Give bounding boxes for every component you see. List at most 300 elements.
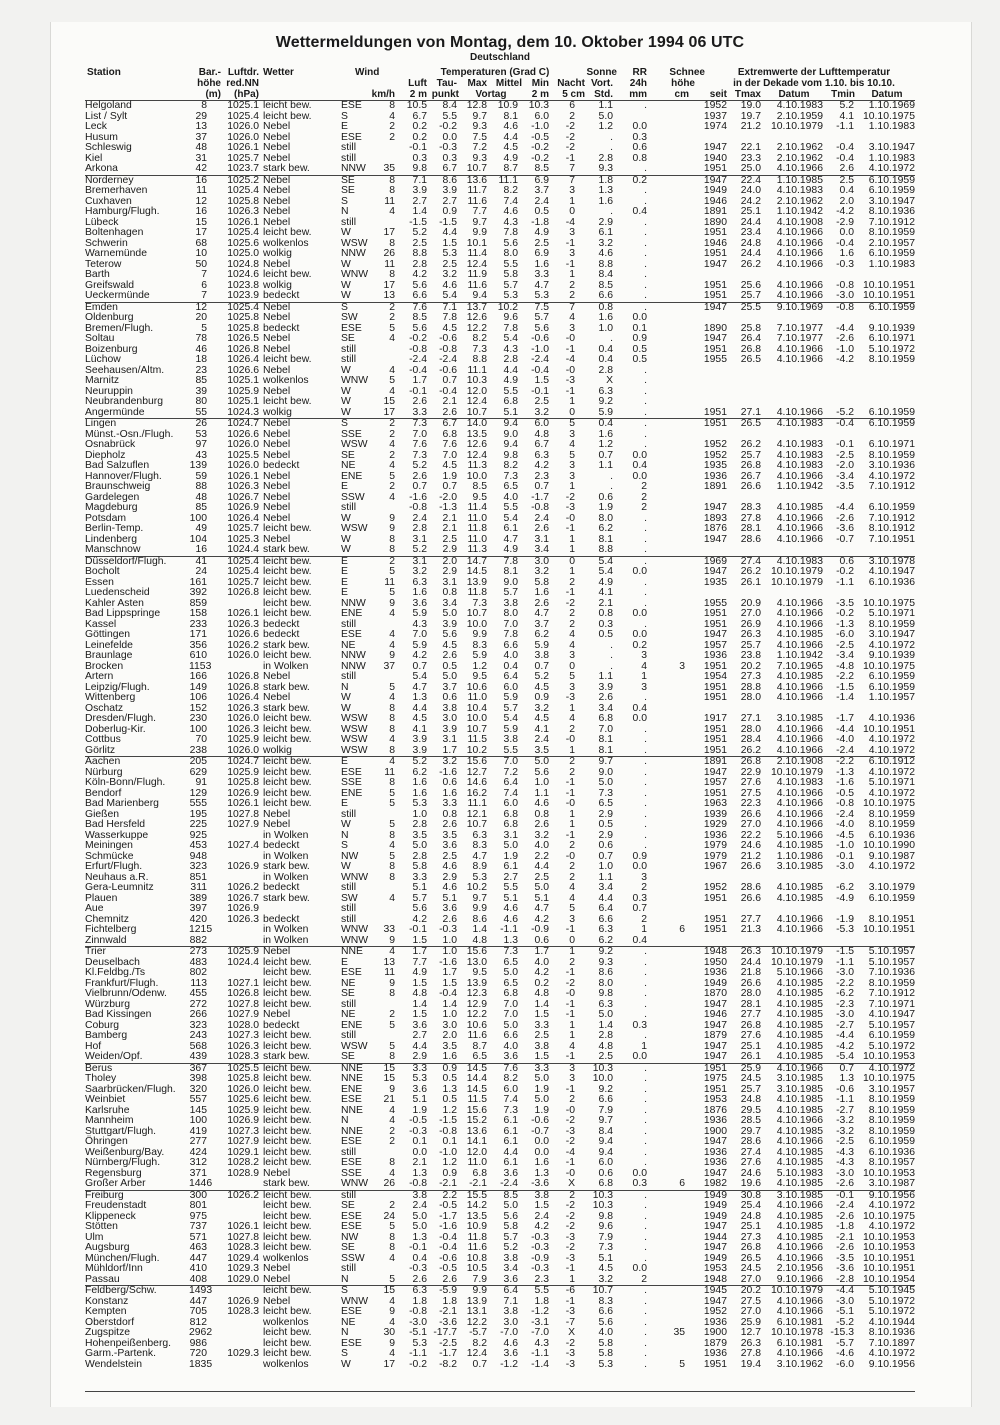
- cell-wind-richtung: W: [341, 258, 351, 270]
- cell-mittel-vortag: 4.5: [503, 142, 518, 153]
- cell-nacht-5cm: 0: [569, 660, 575, 672]
- cell-nacht-5cm: -2: [565, 1337, 575, 1349]
- cell-max-vortag: 13.5: [466, 1210, 487, 1222]
- cell-tmax-datum: 4.10.1985: [776, 1009, 823, 1020]
- cell-luft-2m: 3.5: [412, 829, 427, 841]
- cell-taupunkt: -3.6: [439, 1316, 457, 1328]
- cell-luftdruck: 1026.0: [227, 744, 259, 756]
- cell-wetter: Nebel: [263, 301, 291, 313]
- cell-station: Leinefelde: [85, 639, 133, 651]
- cell-nacht-5cm: -0: [565, 798, 575, 809]
- cell-mittel-vortag: 4.6: [503, 1337, 518, 1349]
- header-luftdr-1: Luftdr.: [227, 67, 259, 78]
- cell-luftdruck: 1029.1: [227, 1146, 259, 1158]
- table-row: [85, 894, 915, 905]
- cell-barhoehe: 439: [189, 1051, 207, 1062]
- cell-barhoehe: 7: [201, 290, 207, 301]
- cell-min-vortag: 2.5: [534, 237, 549, 249]
- cell-sonne: 8.0: [598, 977, 613, 989]
- cell-mittel-vortag: 5.9: [503, 723, 518, 735]
- cell-sonne: 5.9: [598, 406, 613, 418]
- cell-min-vortag: 2.5: [534, 396, 549, 407]
- cell-luftdruck: 1028.9: [227, 1167, 259, 1179]
- cell-luft-2m: 1.3: [412, 692, 427, 703]
- cell-wetter: in Wolken: [263, 924, 309, 935]
- cell-taupunkt: 2.5: [442, 533, 457, 545]
- cell-mittel-vortag: 7.3: [503, 1104, 518, 1116]
- cell-wind-richtung: E: [341, 956, 348, 968]
- cell-tmax-datum: 4.10.1966: [776, 163, 823, 174]
- cell-tmax-datum: 4.10.1985: [776, 1030, 823, 1041]
- cell-seit: 1947: [703, 1051, 727, 1062]
- cell-tmin-datum: 3.10.1947: [868, 195, 915, 207]
- cell-wind-richtung: WNW: [341, 934, 369, 946]
- cell-barhoehe: 555: [189, 798, 207, 809]
- cell-nacht-5cm: -1: [565, 1295, 575, 1307]
- cell-tmin: -4.4: [836, 723, 854, 735]
- cell-wind-kmh: 11: [384, 195, 395, 207]
- cell-taupunkt: 5.0: [442, 608, 457, 619]
- cell-wetter: wolkig: [263, 248, 292, 259]
- cell-mittel-vortag: 6.4: [503, 671, 518, 682]
- cell-barhoehe: 273: [189, 946, 207, 957]
- cell-min-vortag: 5.9: [534, 639, 549, 651]
- cell-station: Bamberg: [85, 1030, 128, 1041]
- cell-barhoehe: 29: [195, 110, 207, 122]
- cell-rr-24h: 1: [641, 1040, 647, 1052]
- cell-wind-kmh: 15: [383, 396, 395, 407]
- cell-station: Deuselbach: [85, 956, 140, 968]
- cell-tmin-datum: 7.10.1951: [868, 533, 915, 545]
- cell-luftdruck: 1025.1: [227, 396, 259, 407]
- cell-min-vortag: 1.5: [534, 1200, 549, 1211]
- header-tmax: Tmax: [734, 89, 761, 100]
- cell-seit: 1936: [703, 1115, 727, 1126]
- cell-station: Hohenpeißenberg.: [85, 1337, 172, 1349]
- cell-luftdruck: 1025.6: [227, 237, 259, 249]
- cell-luft-2m: 3.3: [412, 406, 427, 418]
- cell-mittel-vortag: 5.4: [503, 512, 518, 524]
- cell-station: Oberstdorf: [85, 1316, 135, 1328]
- cell-barhoehe: 129: [189, 787, 207, 799]
- cell-luftdruck: 1026.6: [227, 364, 259, 376]
- cell-nacht-5cm: 2: [569, 723, 575, 735]
- cell-wind-kmh: 5: [389, 1273, 395, 1285]
- cell-station: Mannheim: [85, 1115, 134, 1126]
- cell-mittel-vortag: 5.0: [503, 1200, 518, 1211]
- cell-barhoehe: 59: [195, 470, 207, 482]
- cell-mittel-vortag: 6.8: [503, 396, 518, 407]
- cell-nacht-5cm: X: [568, 1327, 575, 1338]
- cell-min-vortag: 4.2: [534, 913, 549, 925]
- cell-seit: 1974: [703, 121, 727, 132]
- cell-tmin: -2.6: [836, 1178, 854, 1189]
- cell-taupunkt: 8.6: [442, 174, 457, 186]
- table-row: [85, 482, 915, 493]
- cell-wind-richtung: S: [341, 301, 348, 313]
- cell-station: Schmücke: [85, 850, 134, 862]
- cell-nacht-5cm: 1: [569, 544, 575, 555]
- cell-rr-24h: 4: [641, 660, 647, 672]
- cell-nacht-5cm: 1: [569, 1019, 575, 1031]
- cell-schnee: 35: [673, 1327, 685, 1338]
- cell-min-vortag: 1.6: [534, 258, 549, 270]
- cell-seit: 1891: [703, 756, 727, 767]
- cell-barhoehe: 15: [195, 216, 207, 228]
- cell-nacht-5cm: -1: [565, 787, 575, 799]
- cell-rr-24h: .: [644, 1189, 647, 1201]
- cell-luft-2m: -0.1: [409, 924, 427, 935]
- cell-station: Leipzig/Flugh.: [85, 681, 150, 693]
- table-row: [85, 1074, 915, 1085]
- cell-rr-24h: 0.5: [632, 343, 647, 355]
- cell-nacht-5cm: 1: [569, 808, 575, 820]
- cell-luftdruck: 1027.3: [227, 1030, 259, 1041]
- cell-sonne: .: [610, 206, 613, 217]
- cell-tmin-datum: 6.10.1912: [868, 756, 915, 767]
- cell-barhoehe: 610: [189, 650, 207, 661]
- cell-wind-kmh: 8: [389, 100, 395, 111]
- cell-luftdruck: 1025.5: [227, 1062, 259, 1074]
- cell-luft-2m: 5.7: [412, 892, 427, 904]
- cell-taupunkt: 8.4: [442, 100, 457, 111]
- cell-tmax-datum: 4.10.1966: [776, 227, 823, 238]
- cell-seit: 1982: [703, 1178, 727, 1189]
- cell-max-vortag: 1.4: [472, 924, 487, 935]
- cell-tmin-datum: 8.10.1936: [868, 206, 915, 217]
- table-row: [85, 904, 915, 915]
- cell-min-vortag: 6.9: [534, 248, 549, 259]
- table-row: [85, 228, 915, 239]
- cell-barhoehe: 10: [195, 248, 207, 259]
- cell-luft-2m: 7.6: [412, 439, 427, 450]
- cell-wind-kmh: 4: [389, 734, 395, 745]
- header-sonne-3: Std.: [594, 89, 613, 100]
- cell-mittel-vortag: 4.6: [503, 206, 518, 217]
- cell-rr-24h: .: [644, 798, 647, 809]
- cell-max-vortag: 6.3: [472, 829, 487, 841]
- cell-luft-2m: 2.5: [412, 237, 427, 249]
- cell-mittel-vortag: 5.5: [503, 258, 518, 270]
- cell-taupunkt: 7.1: [442, 301, 457, 313]
- cell-taupunkt: -0.4: [439, 1231, 457, 1243]
- cell-barhoehe: 31: [195, 152, 207, 164]
- cell-min-vortag: 2.6: [534, 523, 549, 534]
- cell-luftdruck: 1026.0: [227, 439, 259, 450]
- cell-wind-kmh: 24: [383, 1210, 395, 1222]
- cell-nacht-5cm: -0: [565, 512, 575, 524]
- cell-sonne: 8.1: [598, 744, 613, 756]
- cell-seit: 1951: [703, 618, 727, 630]
- cell-mittel-vortag: 6.1: [503, 1136, 518, 1147]
- cell-rr-24h: .: [644, 216, 647, 228]
- cell-seit: 1947: [703, 1019, 727, 1031]
- cell-rr-24h: .: [644, 1316, 647, 1328]
- cell-tmin-datum: 7.10.1897: [868, 1337, 915, 1349]
- cell-tmin-datum: 4.10.1972: [868, 861, 915, 872]
- cell-tmax: 27.5: [740, 1295, 761, 1307]
- cell-mittel-vortag: 5.1: [503, 892, 518, 904]
- cell-mittel-vortag: 7.0: [503, 756, 518, 767]
- cell-wetter: stark bew.: [263, 681, 310, 693]
- cell-tmax: 26.1: [740, 1051, 761, 1062]
- cell-wind-richtung: E: [341, 555, 348, 567]
- cell-tmin-datum: 8.10.1912: [868, 523, 915, 534]
- cell-tmin: -2.6: [836, 1210, 854, 1222]
- cell-tmin-datum: 6.10.1959: [868, 892, 915, 904]
- cell-sonne: 1.3: [598, 185, 613, 196]
- cell-wind-kmh: 2: [389, 121, 395, 132]
- cell-rr-24h: 0.2: [632, 174, 647, 186]
- cell-tmin: -1.8: [836, 1221, 854, 1232]
- cell-min-vortag: 5.0: [534, 756, 549, 767]
- cell-max-vortag: 13.1: [466, 1306, 487, 1317]
- cell-luftdruck: 1026.2: [227, 639, 259, 651]
- cell-nacht-5cm: -0: [565, 364, 575, 376]
- cell-max-vortag: 14.1: [466, 1136, 487, 1147]
- cell-rr-24h: .: [644, 692, 647, 703]
- cell-rr-24h: 0.1: [632, 322, 647, 334]
- cell-min-vortag: 0.0: [534, 1136, 549, 1147]
- cell-min-vortag: -0.6: [531, 333, 549, 344]
- cell-luftdruck: 1026.4: [227, 354, 259, 365]
- cell-wetter: stark bew.: [263, 163, 310, 174]
- cell-wind-richtung: WSW: [341, 723, 368, 735]
- cell-max-vortag: 15.5: [466, 1189, 487, 1201]
- cell-tmax: 28.1: [740, 523, 761, 534]
- cell-tmax-datum: 4.10.1966: [776, 1252, 823, 1264]
- cell-nacht-5cm: 7: [569, 174, 575, 186]
- cell-tmin: -4.0: [836, 819, 854, 830]
- cell-taupunkt: 1.2: [442, 1104, 457, 1116]
- cell-wetter: leicht bew.: [263, 967, 312, 978]
- cell-wind-kmh: 4: [389, 1167, 395, 1179]
- cell-luft-2m: 4.2: [412, 269, 427, 280]
- cell-luft-2m: 0.1: [412, 1136, 427, 1147]
- cell-rr-24h: .: [644, 258, 647, 270]
- cell-luft-2m: 1.3: [412, 1231, 427, 1243]
- cell-wind-richtung: WNW: [341, 269, 369, 280]
- cell-luftdruck: 1027.8: [227, 1231, 259, 1243]
- cell-tmax-datum: 4.10.1985: [776, 1146, 823, 1158]
- cell-tmin-datum: 6.10.1959: [868, 248, 915, 259]
- cell-wind-kmh: 17: [383, 406, 395, 418]
- cell-tmin-datum: 1.10.1983: [868, 152, 915, 164]
- cell-wind-kmh: 9: [389, 934, 395, 946]
- cell-station: Hannover/Flugh.: [85, 470, 162, 482]
- cell-luft-2m: 3.9: [412, 185, 427, 196]
- cell-wetter: leicht bew.: [263, 1083, 312, 1095]
- cell-tmin: -3.6: [836, 1263, 854, 1274]
- cell-taupunkt: -8.2: [439, 1358, 457, 1370]
- cell-luft-2m: -0.1: [409, 385, 427, 397]
- cell-nacht-5cm: 3: [569, 1062, 575, 1074]
- header-luftdr-3: (hPa): [234, 89, 259, 100]
- cell-nacht-5cm: -1: [565, 998, 575, 1010]
- cell-tmax-datum: 4.10.1966: [776, 787, 823, 799]
- cell-station: Plauen: [85, 892, 118, 904]
- cell-taupunkt: -2.1: [439, 1306, 457, 1317]
- cell-tmax: 28.6: [740, 533, 761, 545]
- cell-luftdruck: 1025.7: [227, 523, 259, 534]
- cell-tmin: -0.2: [836, 608, 854, 619]
- cell-wind-kmh: 9: [389, 650, 395, 661]
- cell-wind-richtung: still: [341, 216, 357, 228]
- cell-wind-kmh: 5: [389, 798, 395, 809]
- cell-nacht-5cm: 1: [569, 744, 575, 756]
- cell-wind-richtung: ENE: [341, 1019, 363, 1031]
- cell-seit: 1936: [703, 470, 727, 482]
- cell-taupunkt: 1.6: [442, 787, 457, 799]
- cell-station: Potsdam: [85, 512, 127, 524]
- cell-mittel-vortag: 7.2: [503, 766, 518, 778]
- cell-wind-richtung: N: [341, 206, 349, 217]
- cell-tmin-datum: 1.10.1983: [868, 258, 915, 270]
- cell-wind-richtung: SE: [341, 988, 355, 999]
- cell-barhoehe: 568: [189, 1040, 207, 1052]
- cell-min-vortag: -0.5: [531, 131, 549, 143]
- cell-wind-richtung: WSW: [341, 1040, 368, 1052]
- cell-tmin: -0.6: [836, 1083, 854, 1095]
- table-row: [85, 735, 915, 746]
- cell-barhoehe: 720: [189, 1348, 207, 1359]
- cell-max-vortag: 9.9: [472, 1285, 487, 1296]
- cell-station: Zinnwald: [85, 934, 127, 946]
- cell-tmax: 24.4: [740, 216, 761, 228]
- cell-mittel-vortag: 6.1: [503, 1125, 518, 1137]
- cell-max-vortag: 10.2: [466, 744, 487, 756]
- cell-max-vortag: 10.0: [466, 618, 487, 630]
- cell-tmax: 25.1: [740, 1221, 761, 1232]
- cell-barhoehe: 100: [189, 723, 207, 735]
- cell-taupunkt: 3.0: [442, 713, 457, 724]
- cell-wind-richtung: still: [341, 343, 357, 355]
- cell-mittel-vortag: 3.6: [503, 1273, 518, 1285]
- cell-nacht-5cm: -1: [565, 258, 575, 270]
- page-title: Wettermeldungen von Montag, dem 10. Oktober 1994 06 UTC: [275, 34, 745, 51]
- cell-luftdruck: 1026.3: [227, 913, 259, 925]
- cell-tmin-datum: 8.10.1959: [868, 354, 915, 365]
- cell-rr-24h: 0.4: [632, 460, 647, 471]
- cell-taupunkt: 2.7: [442, 195, 457, 207]
- table-row: [85, 567, 915, 578]
- cell-nacht-5cm: 3: [569, 227, 575, 238]
- cell-tmin-datum: 4.10.1947: [868, 1009, 915, 1020]
- cell-tmax-datum: 5.10.1966: [776, 829, 823, 841]
- cell-tmax: 22.4: [740, 174, 761, 186]
- cell-barhoehe: 100: [189, 1115, 207, 1126]
- cell-tmin-datum: 9.10.1956: [868, 1189, 915, 1201]
- cell-tmin-datum: 7.10.1912: [868, 216, 915, 228]
- cell-taupunkt: 2.6: [442, 913, 457, 925]
- cell-rr-24h: 2: [641, 491, 647, 503]
- cell-luftdruck: 1025.8: [227, 322, 259, 334]
- cell-wetter: leicht bew.: [263, 1094, 312, 1105]
- header-rr-3: mm: [629, 89, 647, 100]
- cell-rr-24h: .: [644, 808, 647, 820]
- table-row: [85, 419, 915, 430]
- cell-tmax: 23.3: [740, 152, 761, 164]
- cell-taupunkt: -1.6: [439, 956, 457, 968]
- cell-luftdruck: 1027.8: [227, 998, 259, 1010]
- cell-tmin: -4.2: [836, 206, 854, 217]
- cell-rr-24h: .: [644, 766, 647, 778]
- cell-wind-kmh: 26: [383, 1178, 395, 1189]
- header-schnee-1: Schnee: [669, 67, 705, 78]
- cell-wind-richtung: NE: [341, 1009, 356, 1020]
- cell-luft-2m: 5.2: [412, 460, 427, 471]
- cell-tmax-datum: 4.10.1966: [776, 512, 823, 524]
- cell-wind-richtung: SE: [341, 333, 355, 344]
- cell-luftdruck: 1026.1: [227, 470, 259, 482]
- cell-wind-richtung: ESE: [341, 1221, 362, 1232]
- cell-tmin-datum: 9.10.1939: [868, 650, 915, 661]
- cell-seit: 1947: [703, 1136, 727, 1147]
- cell-seit: 1951: [703, 723, 727, 735]
- cell-min-vortag: 3.7: [534, 185, 549, 196]
- cell-min-vortag: 0.7: [534, 481, 549, 492]
- cell-station: Weißenburg/Bay.: [85, 1146, 165, 1158]
- cell-sonne: 10.3: [592, 1062, 613, 1074]
- cell-rr-24h: 0.3: [632, 1019, 647, 1031]
- cell-rr-24h: .: [644, 279, 647, 291]
- cell-barhoehe: 37: [195, 131, 207, 143]
- cell-rr-24h: .: [644, 1104, 647, 1116]
- cell-station: Emden: [85, 301, 118, 313]
- cell-mittel-vortag: 8.2: [503, 1073, 518, 1084]
- cell-mittel-vortag: 6.1: [503, 1157, 518, 1168]
- cell-taupunkt: -0.4: [439, 988, 457, 999]
- cell-tmax: 27.0: [740, 1306, 761, 1317]
- cell-station: Feldberg/Schw.: [85, 1285, 157, 1296]
- cell-rr-24h: .: [644, 1094, 647, 1105]
- table-row: [85, 503, 915, 514]
- cell-luftdruck: 1025.4: [227, 185, 259, 196]
- cell-nacht-5cm: -3: [565, 502, 575, 513]
- cell-tmin-datum: 4.10.1972: [868, 1200, 915, 1211]
- cell-sonne: 3.9: [598, 681, 613, 693]
- cell-mittel-vortag: 5.5: [503, 744, 518, 756]
- cell-mittel-vortag: 5.5: [503, 385, 518, 397]
- cell-luft-2m: -0.1: [409, 142, 427, 153]
- cell-station: List / Sylt: [85, 110, 128, 122]
- header-datum-max: Datum: [778, 89, 810, 100]
- cell-wind-kmh: 8: [389, 723, 395, 735]
- cell-taupunkt: -0.2: [439, 121, 457, 132]
- cell-nacht-5cm: 1: [569, 946, 575, 957]
- cell-min-vortag: 2.3: [534, 1273, 549, 1285]
- header-schnee-3: cm: [674, 89, 689, 100]
- cell-sonne: 4.5: [598, 1263, 613, 1274]
- cell-seit: 1952: [703, 1306, 727, 1317]
- cell-wind-richtung: NNW: [341, 163, 366, 174]
- cell-tmin: 1.3: [839, 1073, 854, 1084]
- cell-tmin-datum: 6.10.1936: [868, 829, 915, 841]
- cell-wind-richtung: SSE: [341, 1167, 362, 1179]
- cell-rr-24h: 0.9: [632, 333, 647, 344]
- cell-rr-24h: .: [644, 1210, 647, 1222]
- cell-station: Berlin-Temp.: [85, 523, 144, 534]
- cell-wind-kmh: 8: [389, 185, 395, 196]
- cell-sonne: 9.0: [598, 766, 613, 778]
- cell-tmax: 20.2: [740, 1285, 761, 1296]
- cell-taupunkt: 7.6: [442, 439, 457, 450]
- cell-seit: 1951: [703, 913, 727, 925]
- cell-barhoehe: 78: [195, 333, 207, 344]
- cell-tmax-datum: 4.10.1966: [776, 290, 823, 301]
- cell-wetter: Nebel: [263, 385, 291, 397]
- cell-nacht-5cm: -1: [565, 587, 575, 598]
